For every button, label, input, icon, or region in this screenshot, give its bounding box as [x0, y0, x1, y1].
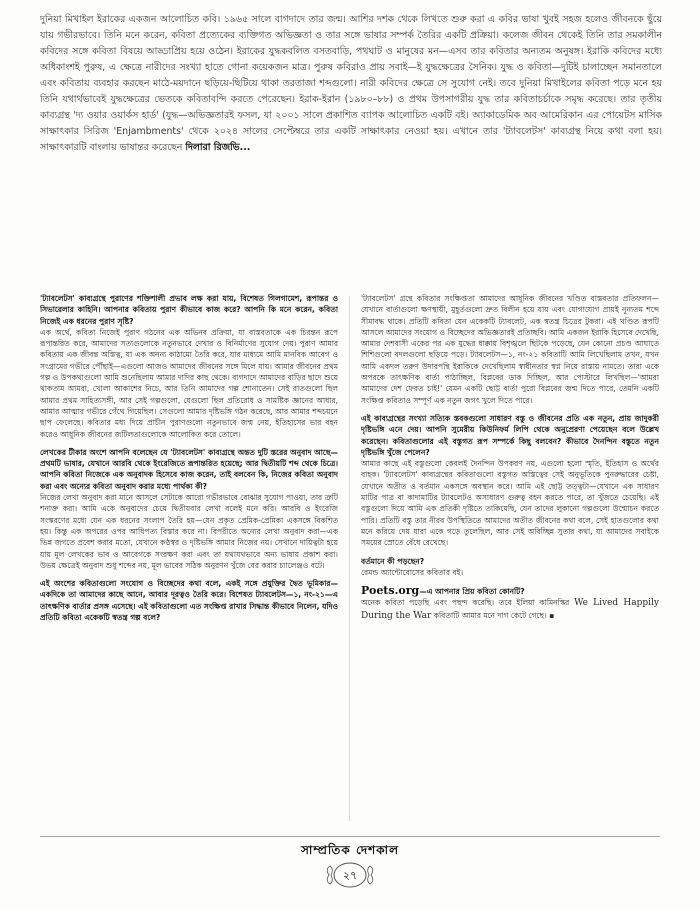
- interview-question: লেখকের টীকার অংশে আপনি বলেছেন যে 'ট্যাবলেটস' কাব্যগ্রন্থে অন্তত দুটি স্তরের অনুবাদ আছে—প্রথমটি ভাষার, যেখানে আরবি থেকে ইংরেজিতে রূপান্তরিত হয়েছে; আর দ্বিতীয়টি শব্দ থেকে চিত্রে। আপনি কবিতা নিজেকে এক অনুবাদক হিসেবে কাজ করেন, তাই বলবেন কি, নিজের কবিতা অনুবাদ করা এবং অন্যের কবিতা অনুবাদ করার মধ্যে পার্থক্য কী?: [40, 447, 338, 491]
- interview-question: এই অংশের কবিতাগুলো সংযোগ ও বিচ্ছেদের কথা বলে, একই সঙ্গে প্রযুক্তির দ্বৈত ভূমিকার—একদিকে তা আমাদের কাছে আনে, আবার দূরত্বও তৈরি করে। বিশেষত ট্যাবলেটস—১, নং-২১—এ তাৎক্ষণিক বার্তার প্রসঙ্গ এসেছে। এই কবিতাগুলো এত সংক্ষিপ্ত রাখার সিদ্ধান্ত কীভাবে নিলেন, যদিও প্রতিটি কবিতা একেকটি স্বতন্ত্র গল্প বলে?: [40, 579, 338, 623]
- question-suffix: —এ আপনার প্রিয় কবিতা কোনটি?: [419, 587, 525, 597]
- interview-answer: [361, 597, 659, 622]
- left-column: [40, 293, 338, 827]
- column-divider: [349, 296, 350, 821]
- poets-org-block: [361, 585, 659, 622]
- page-footer: [0, 828, 700, 898]
- qa-block: [361, 556, 659, 579]
- interview-answer: 'ট্যাবলেটস' গ্রন্থে কবিতার সংক্ষিপ্ততা আমাদের আধুনিক জীবনের খণ্ডিত বাস্তবতার প্রতিফলন—যেখানে বার্তাগুলো ক্ষণস্থায়ী, মুহূর্তগুলো দ্রুত বিলীন হয়ে যায় এবং যোগাযোগ প্রায়ই নূন্যতম শব্দে সীমাবদ্ধ থাকে। প্রতিটি কবিতা যেন একেকটি ট্যাবলেট, এক স্বতন্ত্র চিত্রের টুকরা। এই খণ্ডিত রূপটি আসলে আমাদের সংযোগ ও বিচ্ছেদের অভিজ্ঞতারই প্রতিচ্ছবি। আমি একজন ইরাকি হিসেবে দেখেছি, আমার দেশবাসী একের পর এক যুদ্ধের ধাক্কায় বিশৃঙ্খলে ছিটকে পড়েছে, যেন কোনো প্রচণ্ড আঘাতে শিশিগুলো বদলগুলো ছড়িয়ে পড়ে। ট্যাবলেটস—১, নং-২১ কবিতাটি আমি লিখেছিলাম তখন, যখন আমি একদল তরুণ উদারপন্থি ইরাকিকে দেখেছিলাম স্বাধীনতার স্বপ্ন নিয়ে রাস্তায় নামতে। তারা একে অপরকে তাৎক্ষণিক বার্তা পাঠাচ্ছিল, বিপ্লবের ডাক দিচ্ছিল, আর পোস্টারে লিখছিল—'আমরা আমাদের দেশ ফেরত চাই!' যেমন একটি ছোট্ট বার্তা পুরো বিপ্লবের জন্ম দিতে পারে, তেমনি একটি সংক্ষিপ্ত কবিতাও সম্পূর্ণ এক নতুন জগৎ খুলে দিতে পারে।: [361, 294, 659, 405]
- interview-question: বর্তমানে কী পড়ছেন?: [361, 556, 425, 566]
- interview-answer: নিজের লেখা অনুবাদ করা মানে আসলে সেটাকে আরো গভীরভাবে বোঝার সুযোগ পাওয়া, তার ত্রুটি শনাক্ত করা। আমি একে অনুবাদের চেয়ে দ্বিতীয়বার লেখা বলেই মনে করি। আরবি ও ইংরেজি সংস্করণের মধ্যে যেন এক ধরনের সংলাপ তৈরি হয়—যেন প্রকৃত প্রেমিক-প্রেমিকা একসঙ্গে বিকশিত হয়। কিন্তু এক অপরের ওপর আধিপত্য বিস্তার করে না। বিপরীতে অন্যের লেখা অনুবাদ করা—এক ভিন্ন জগতে প্রবেশ করার মতো, যেখানে কণ্ঠস্বর ও দৃষ্টিভঙ্গি আমার নিজের নয়। সেখানে দায়িত্বটা হয়ে যায় মূল লেখকের ভাব ও আবেগকে সংরক্ষণ করা এবং তা যথাযথভাবে অন্য ভাষায় প্রকাশ করা। উভয় ক্ষেত্রেই অনুবাদ শুধু শব্দের নয়, মূল ভাবের সঠিক অনুরণন খুঁজে বের করার চ্যালেঞ্জও বটে।: [40, 493, 338, 570]
- end-mark-icon: ▪: [549, 610, 555, 620]
- qa-block: [40, 293, 338, 440]
- qa-block: [40, 578, 338, 623]
- interview-question: এই কাব্যগ্রন্থের সংখ্যা সত্যিক স্তবকগুলো সাধারণ বস্তু ও জীবনের প্রতি এক নতুন, প্রায় জাদুকরী দৃষ্টিভঙ্গি এনে দেয়। আপনি সুমেরীয় কিউনিফর্ম লিপি থেকে অনুপ্রেরণা পেয়েছেন বলে উল্লেখ করেছেন। কবিতাগুলোর এই বস্তুগত রূপ সম্পর্কে কিছু বলবেন? কীভাবে দৈনন্দিন বস্তুতে নতুন দৃষ্টিভঙ্গি খুঁজে পেলেন?: [361, 413, 659, 457]
- qa-block: [361, 413, 659, 549]
- intro-text: দুনিয়া মিখাইল ইরাকের একজন আলোচিত কবি। ১৯৬৫ সালে বাগদাদে তার জন্ম। আশির দশক থেকে লিখতে শুরু করা এ কবির ভাষা খুবই সহজ হলেও জীবনকে ছুঁয়ে যায় গভীরভাবে। তিনি মনে করেন, কবিতা প্রত্যেকের ব্যক্তিগত অভিজ্ঞতা ও তার সঙ্গে ভাষার সম্পর্ক তৈরির একটি প্রক্রিয়া। কলেজ জীবন থেকেই তিনি তার সমকালীন কবিদের সঙ্গে কবিতা বিষয়ে আড্ডাপ্রিয় হয়ে ওঠেন। ইরাকের যুদ্ধকবলিত বসতবাড়ি, পথঘাট ও মানুষের মন—এসব তার কবিতার অন্যতম অনুষঙ্গ। ইরাকি কবিদের মধ্যে অধিকাংশই পুরুষ, এ ক্ষেত্রে নারীদের সংখ্যা হাতে গোনা কয়েকজন মাত্র। পুরুষ কবিরাও প্রায় সবাই—ই যুদ্ধক্ষেত্রের সৈনিক। যুদ্ধ ও কবিতা—দুটিই চালাচ্ছেন সমানতালে এবং কবিতায় ব্যবহার করছেন মাঠে-ময়দানে ছড়িয়ে-ছিটিয়ে থাকা তরতাজা শব্দগুলো। নারী কবিদের ক্ষেত্রে সে সুযোগ নেই। তবে দুনিয়া মিখাইলের কবিতা পড়ে মনে হয় তিনি যথার্থভাবেই যুদ্ধক্ষেত্রের ভেতকে কবিতাবন্দি করতে পেরেছেন। ইরাক-ইরান (১৯৮০–৮৮) ও প্রথম উপসাগরীয় যুদ্ধ তার কবিতাচর্চাকে সমৃদ্ধ করেছে। তার তৃতীয় কাব্যগ্রন্থ 'দ্য ওয়ার ওয়ার্কস হার্ড' (যুদ্ধ—অভিজ্ঞতারই ফসল, যা ২০০১ সালে প্রকাশিত ব্যাপক আলোচিত একটি বই। অ্যাকাডেমিক অব আমেরিকান এর পোয়েটস মাসিক সাক্ষাৎকার সিরিজ 'Enjambments' থেকে ২০২৪ সালের সেপ্টেম্বরে তার একটি সাক্ষাৎকার নেওয়া হয়। এখানে তার 'ট্যাবলেটস' কাব্যগ্রন্থ নিয়ে কথা বলা হয়। সাক্ষাৎকারটি বাংলায় ভাষান্তর করেছেন: [40, 14, 662, 153]
- page-number: ২৭: [342, 869, 358, 882]
- interview-answer: আমার কাছে এই বস্তুগুলো কেবলই দৈনন্দিন উপকরণ নয়, এগুলো হলো স্মৃতি, ইতিহাস ও অর্থের বাহক। 'ট্যাবলেটস' কাব্যগ্রন্থের কবিতাগুলো বস্তুগত অস্তিত্বের সেই অনুভূতিকে পুনরুদ্ধারের চেষ্টা, যেখানে অতীত ও বর্তমান একসঙ্গে অবস্থান করে। আমি এই ছোট্ট তত্ত্বটা—যেখানে এক সাধারণ মাটির পাত্র বা কাদামাটির ট্যাবলেটও অসাধারণ গুরুত্ব বহন করতে পারে, তা খুঁজতে চেয়েছি। এই বস্তুগুলো দিয়ে আমি এক প্রতিকী দৃষ্টিতে তাকিয়েছি, যেন তাদের লুকানো গল্পগুলো উন্মোচন করতে পারি। প্রতিটি বস্তু তার নীরব উপস্থিতিতে আমাদের অতীত জীবনের কথা বলে, সেই হাতগুলোর কথা মনে করিয়ে দেয় যারা একে গড়ে তুলেছিল, আর সেই অবিচ্ছিন্ন সুতার কথা, যা আমাদের সবাইকে সময়ের স্রোতে বেঁধে রেখেছে।: [361, 459, 659, 548]
- right-column: [361, 293, 659, 827]
- qa-block: [361, 293, 659, 406]
- magazine-name: সাম্প্রতিক দেশকাল: [300, 843, 400, 857]
- interview-intro: [40, 12, 662, 280]
- qa-block: [40, 447, 338, 571]
- interview-question: [361, 585, 659, 597]
- intro-paragraph: [40, 12, 662, 156]
- translator-name: দিলারা রিজভি...: [185, 142, 251, 153]
- poem-title: We Lived Happily During the War: [361, 598, 659, 621]
- answer-start: অনেক কবিতা পড়েছি এবং পছন্দ করেছি। তবে ইলিয়া কামিনস্কির: [361, 598, 570, 608]
- poets-org-brand: Poets.org: [361, 584, 420, 598]
- interview-answer: রেমন্ড অ্যান্টোবোসের কবিতার বই।: [361, 567, 464, 577]
- interview-answer: এক অর্থে, কবিতা নিজেই পুরাণ গঠনের এক অভিনব প্রক্রিয়া, যা বাস্তবতাকে এক চিরন্তন রূপে রূপান্তরিত করে, আমাদের সত্যগুলোকে নতুনভাবে দেখার ও বিনির্মাণের সুযোগ দেয়। পুরাণ আমার কবিতায় এক জীবন্ত অস্তিত্ব, যা এক অনন্য কাঠামো তৈরি করে, যার মাধ্যমে আমি মানবিক আবেগ ও সংগ্রামের গভীরে পৌঁছাই—এগুলো আজও আমাদের জীবনের সঙ্গে মিলে যায়। আমার জীবনের প্রথম গল্প ও উপকথাগুলো আমি শুনেছিলাম আমার দাদির কাছ থেকে। বাগদাদে আমাদের বাড়ির ছাদে শুয়ে থাকতাম আমরা, খোলা আকাশের নিচে, আর তিনি আমাদের গল্প শোনাতেন। সেই রাতগুলো ছিল আমার প্রথম সাহিত্যসঙ্গী, আর সেই গল্পগুলো, যেগুলো ছিল প্রতিরোধ ও সামষ্টিক জ্ঞানের আধার, আমার আত্মার গভীরে গেঁথে গিয়েছিল। সেগুলো আমার দৃষ্টিভঙ্গি গঠন করেছে, আর আমার শব্দচয়নে ছাপ ফেলেছে। কবিতার মধ্য দিয়ে প্রাচীন পুরাণগুলো নতুনভাবে জন্ম নেয়, ইতিহাসের ভার বহন করেও আধুনিক জীবনের জটিলতাগুলোকে আলোকিত করে তোলে।: [40, 327, 338, 439]
- answer-end: কবিতাটি আমার মনে দাগ কেটে গেছে।: [433, 610, 547, 620]
- footer-rule: [40, 836, 660, 837]
- interview-question: 'ট্যাবলেটস' কাব্যগ্রন্থে পুরাণের শক্তিশালী প্রভাব লক্ষ করা যায়, বিশেষত গিলগামেশ, রূপান্তর ও সিভারেলার কাহিনি। আপনার কবিতায় পুরাণ কীভাবে কাজ করে? আপনি কি মনে করেন, কবিতা নিজেই এক ধরনের পুরাণ সৃষ্টি?: [40, 294, 338, 326]
